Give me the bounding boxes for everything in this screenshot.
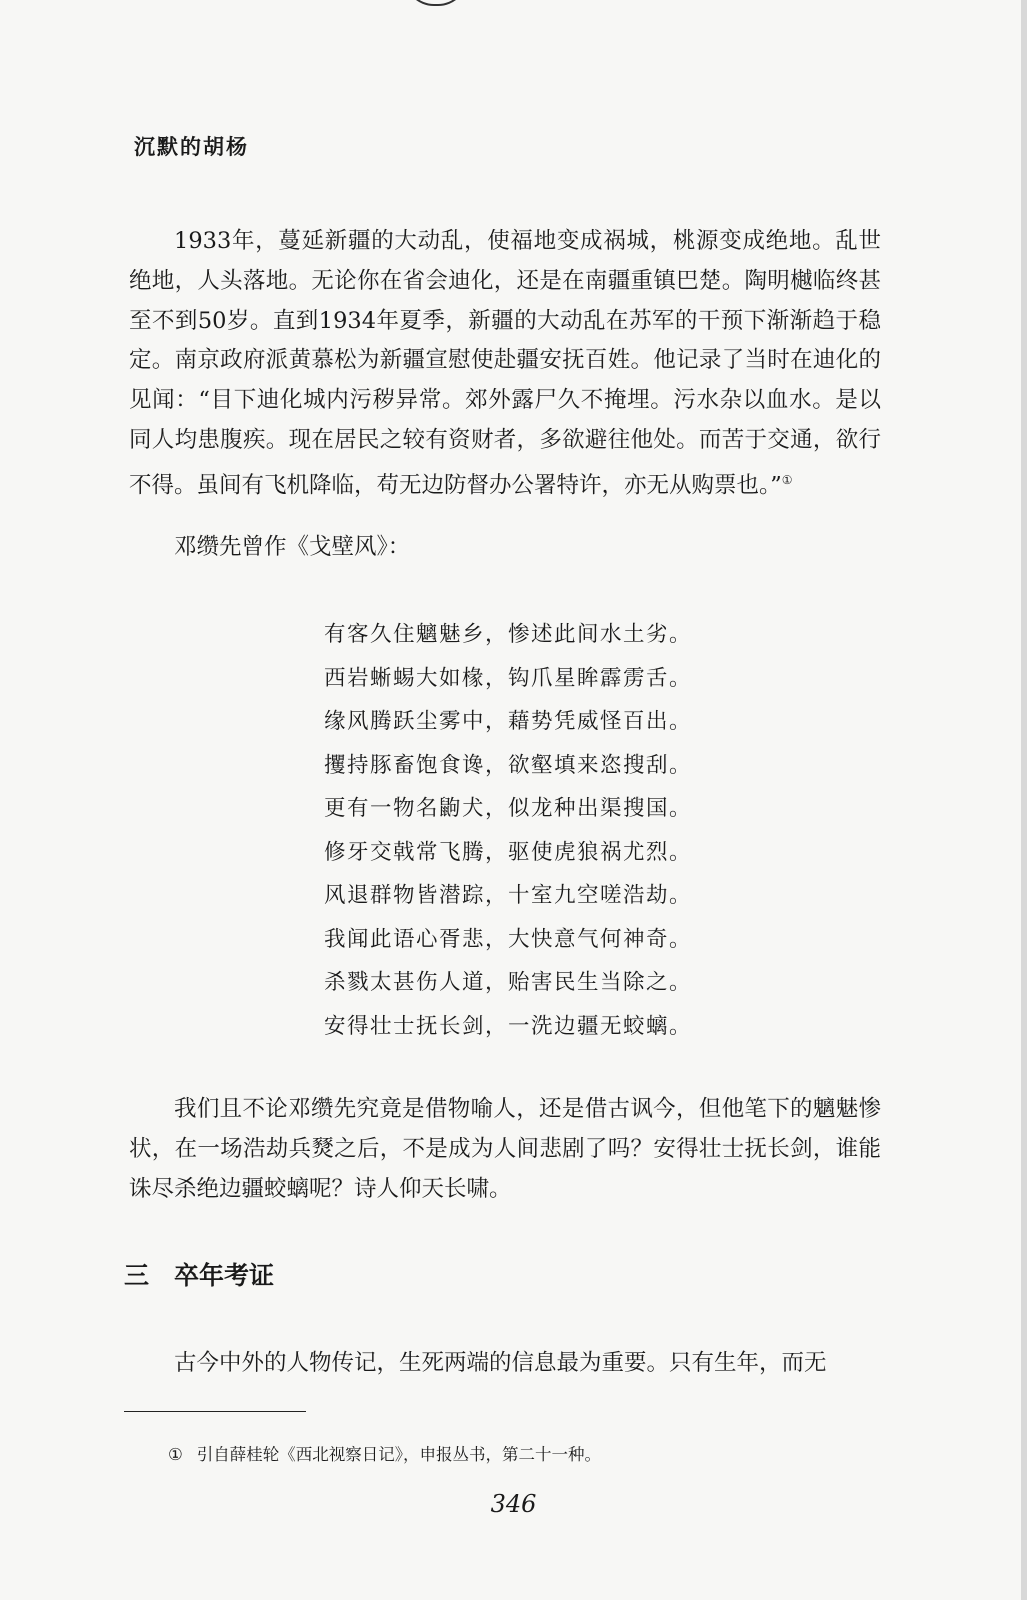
poem-line: 攫持豚畜饱食谗，欲壑填来恣搜刮。 [324,752,693,778]
top-edge-mark [404,0,468,6]
footnote-mark: ① [168,1445,183,1464]
poem-line: 缘风腾跃尘雾中，藉势凭威怪百出。 [324,709,693,734]
poem [324,613,692,1048]
footnote-reference: ① [781,472,793,487]
footnote-divider [124,1411,306,1412]
poem-line: 修牙交戟常飞腾，驱使虎狼祸尤烈。 [324,839,693,865]
poem-line: 杀戮太甚伤人道，贻害民生当除之。 [324,970,693,995]
poem-line: 更有一物名鼩犬，似龙种出渠搜国。 [324,796,693,821]
poem-line: 安得壮士抚长剑，一洗边疆无蛟螭。 [324,1013,693,1039]
running-head: 沉默的胡杨 [134,134,249,159]
footnote-text: 引自薛桂轮《西北视察日记》，申报丛书，第二十一种。 [196,1445,602,1464]
footnote [168,1441,601,1465]
page-edge-shadow [1021,0,1027,1600]
poem-line: 我闻此语心胥悲，大快意气何神奇。 [324,926,693,952]
paragraph-1-text: 1933年，蔓延新疆的大动乱，使福地变成祸城，桃源变成绝地。乱世绝地，人头落地。无论你在省会迪化，还是在南疆重镇巴楚。陶明樾临终甚至不到50岁。直到1934年夏季，新疆的大动乱在苏军的干预下渐渐趋于稳定。南京政府派黄慕松为新疆宣慰使赴疆安抚百姓。他记录了当时在迪化的见闻：“目下迪化城内污秽异常。郊外露尸久不掩埋。污水杂以血水。是以同人均患腹疾。现在居民之较有资财者，多欲避往他处。而苦于交通，欲行不得。虽间有飞机降临，苟无边防督办公署特许，亦无从购票也。” [129,228,881,499]
paragraph-1 [129,222,881,506]
paragraph-2: 邓缵先曾作《戈壁风》： [174,534,411,560]
poem-line: 有客久住魑魅乡，惨述此间水土劣。 [324,622,693,647]
paragraph-3: 我们且不论邓缵先究竟是借物喻人，还是借古讽今，但他笔下的魑魅惨状，在一场浩劫兵燹之后，不是成为人间悲剧了吗？安得壮士抚长剑，谁能诛尽杀绝边疆蛟螭呢？诗人仰天长啸。 [129,1096,881,1202]
poem-line: 风退群物皆潜踪，十室九空嗟浩劫。 [324,883,693,908]
page-number: 346 [490,1490,537,1518]
paragraph-4: 古今中外的人物传记，生死两端的信息最为重要。只有生年，而无 [174,1350,827,1376]
poem-line: 西岩蜥蜴大如椽，钩爪星眸霹雳舌。 [324,665,693,691]
section-heading: 三 卒年考证 [124,1261,275,1290]
